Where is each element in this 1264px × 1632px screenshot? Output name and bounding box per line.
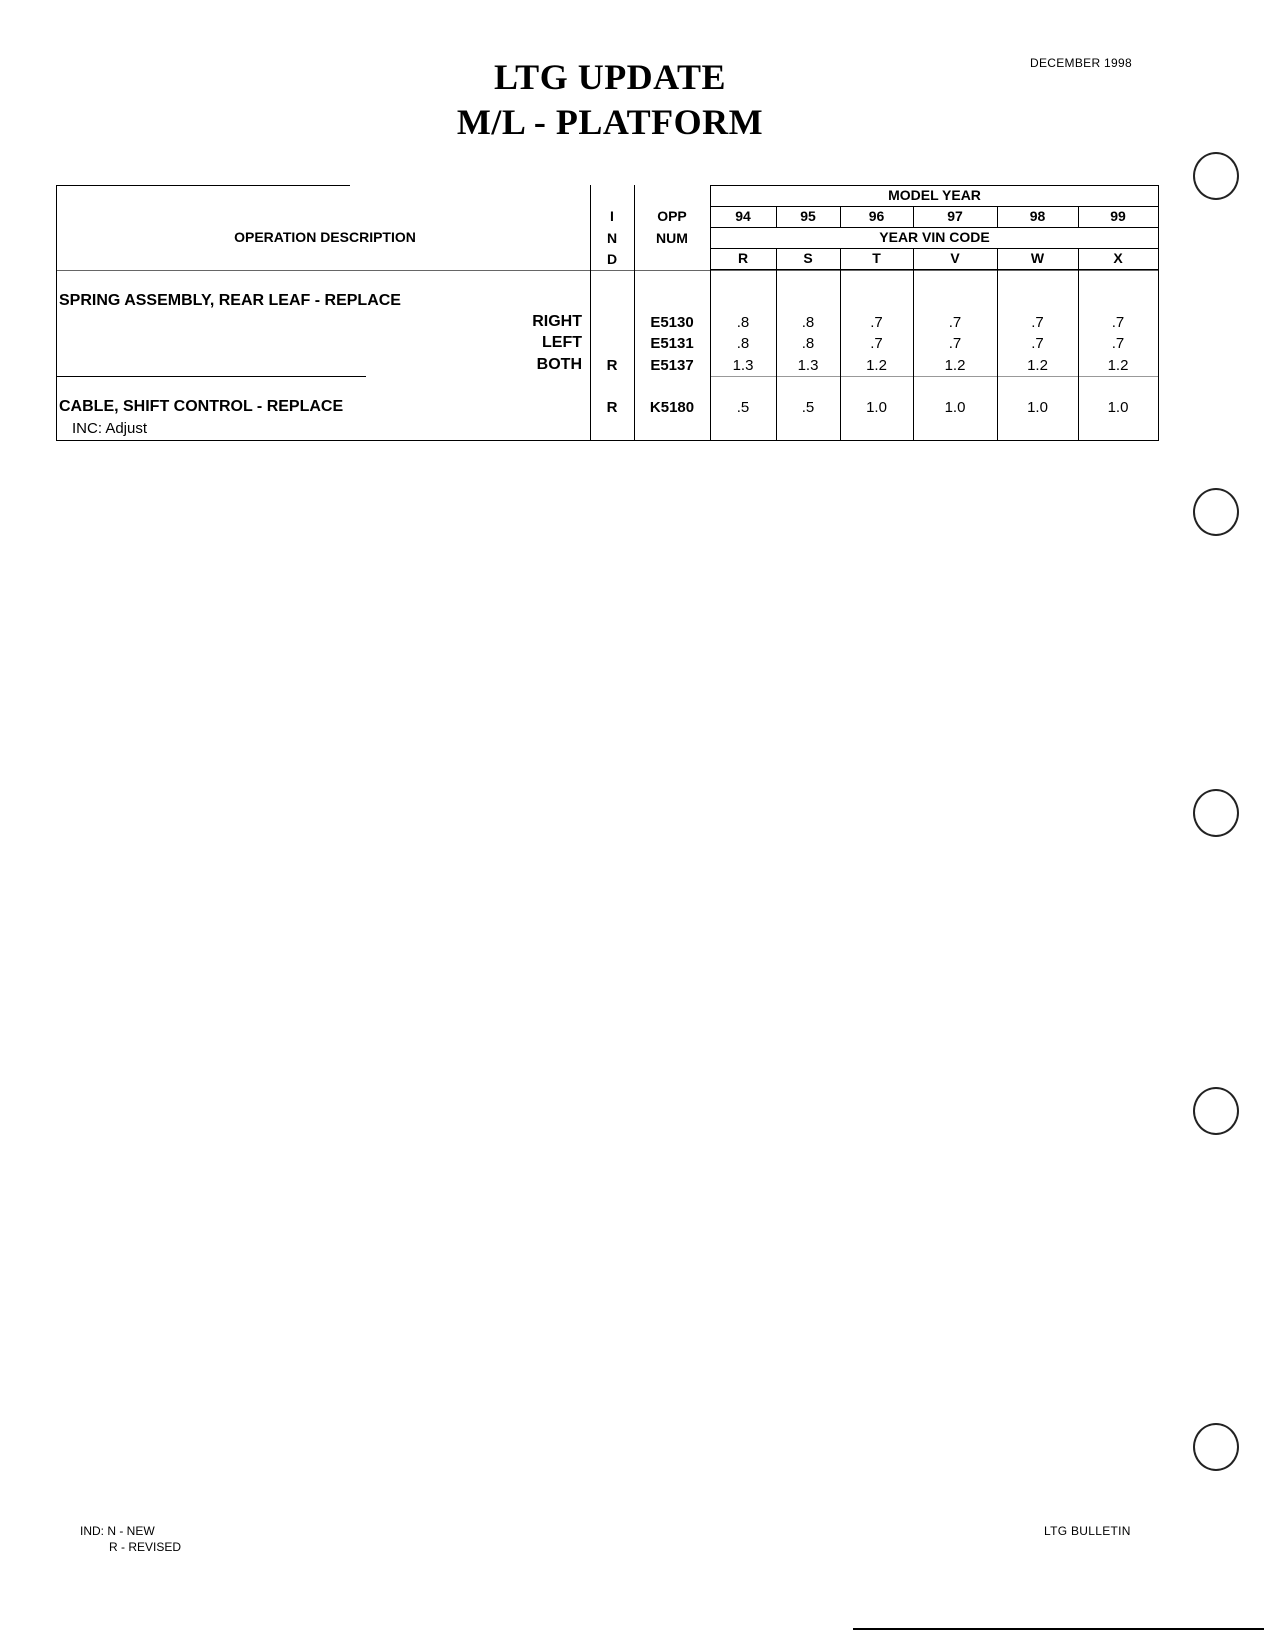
ind-value: R bbox=[606, 357, 618, 374]
time-value: .8 bbox=[801, 335, 815, 352]
time-value: 1.0 bbox=[1027, 399, 1048, 416]
vin-code-s: S bbox=[803, 250, 813, 266]
side-label: LEFT bbox=[542, 334, 582, 351]
time-value: .7 bbox=[1111, 335, 1125, 352]
time-value: 1.2 bbox=[1107, 357, 1129, 374]
binder-hole-icon bbox=[1193, 1423, 1239, 1471]
time-value: .5 bbox=[801, 399, 815, 416]
time-value: .7 bbox=[870, 314, 883, 331]
time-value: .7 bbox=[948, 335, 962, 352]
time-value: 1.2 bbox=[1027, 357, 1048, 374]
time-value: .7 bbox=[870, 335, 883, 352]
ind-header-d: D bbox=[606, 251, 618, 267]
ind-header-i: I bbox=[610, 208, 614, 224]
year-95: 95 bbox=[800, 208, 816, 224]
time-value: .8 bbox=[801, 314, 815, 331]
side-label: BOTH bbox=[536, 356, 582, 373]
time-value: .7 bbox=[1031, 314, 1044, 331]
ind-legend-new: IND: N - NEW bbox=[80, 1524, 155, 1538]
time-value: 1.3 bbox=[732, 357, 754, 374]
bulletin-label: LTG BULLETIN bbox=[1044, 1524, 1131, 1538]
opp-number: E5131 bbox=[650, 335, 694, 352]
opp-number: K5180 bbox=[649, 399, 695, 416]
model-year-header: MODEL YEAR bbox=[888, 187, 981, 203]
binder-hole-icon bbox=[1193, 1087, 1239, 1135]
binder-hole-icon bbox=[1193, 152, 1239, 200]
time-value: .7 bbox=[948, 314, 962, 331]
time-value: 1.0 bbox=[1107, 399, 1129, 416]
time-value: 1.0 bbox=[866, 399, 887, 416]
binder-hole-icon bbox=[1193, 488, 1239, 536]
year-94: 94 bbox=[735, 208, 751, 224]
vin-code-t: T bbox=[872, 250, 881, 266]
time-value: .8 bbox=[736, 314, 750, 331]
time-value: 1.0 bbox=[944, 399, 966, 416]
ind-header-n: N bbox=[606, 230, 618, 246]
scan-edge-line bbox=[853, 1628, 1264, 1630]
operation-description: CABLE, SHIFT CONTROL - REPLACE bbox=[59, 398, 344, 415]
year-vin-code-header: YEAR VIN CODE bbox=[879, 229, 990, 245]
time-value: 1.3 bbox=[797, 357, 819, 374]
vin-code-r: R bbox=[737, 250, 749, 266]
year-99: 99 bbox=[1110, 208, 1126, 224]
page-title: LTG UPDATE bbox=[493, 57, 727, 97]
time-value: .7 bbox=[1031, 335, 1044, 352]
vin-code-w: W bbox=[1030, 250, 1045, 266]
time-value: .8 bbox=[736, 335, 750, 352]
year-98: 98 bbox=[1029, 208, 1046, 224]
ind-legend-revised: R - REVISED bbox=[109, 1540, 182, 1554]
vin-code-x: X bbox=[1113, 250, 1123, 266]
opp-number: E5137 bbox=[650, 357, 694, 374]
time-value: 1.2 bbox=[944, 357, 966, 374]
document-date: DECEMBER 1998 bbox=[1030, 56, 1132, 70]
vin-code-v: V bbox=[950, 250, 960, 266]
year-96: 96 bbox=[868, 208, 885, 224]
side-label: RIGHT bbox=[532, 313, 582, 330]
operation-description: SPRING ASSEMBLY, REAR LEAF - REPLACE bbox=[59, 292, 401, 309]
time-value: 1.2 bbox=[866, 357, 887, 374]
time-value: .7 bbox=[1111, 314, 1125, 331]
binder-hole-icon bbox=[1193, 789, 1239, 837]
opp-header-bottom: NUM bbox=[656, 230, 688, 246]
opp-header-top: OPP bbox=[657, 208, 687, 224]
year-97: 97 bbox=[947, 208, 963, 224]
ind-value: R bbox=[606, 399, 618, 416]
operation-description-header: OPERATION DESCRIPTION bbox=[234, 229, 416, 245]
page-subtitle: M/L - PLATFORM bbox=[456, 102, 764, 142]
opp-number: E5130 bbox=[650, 314, 694, 331]
time-value: .5 bbox=[736, 399, 750, 416]
operation-note: INC: Adjust bbox=[72, 420, 148, 437]
